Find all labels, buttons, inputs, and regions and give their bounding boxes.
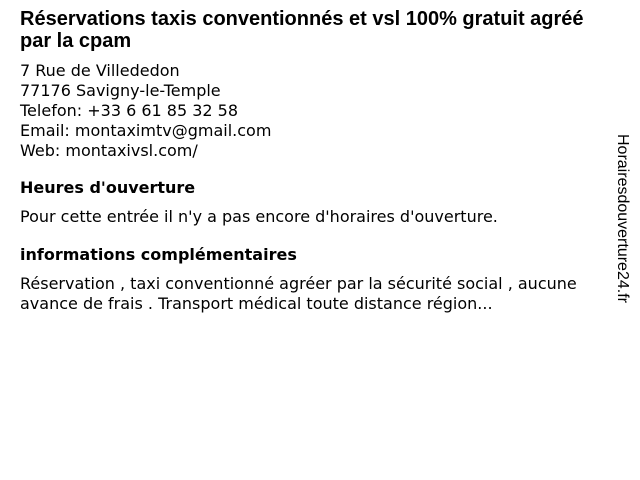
street-address: 7 Rue de Villededon [20,61,180,80]
email-line: Email: montaximtv@gmail.com [20,121,272,140]
web-line: Web: montaxivsl.com/ [20,141,198,160]
additional-info-heading: informations complémentaires [20,245,297,264]
opening-hours-text: Pour cette entrée il n'y a pas encore d'horaires d'ouverture. [20,207,498,226]
city-line: 77176 Savigny-le-Temple [20,81,221,100]
phone-line: Telefon: +33 6 61 85 32 58 [20,101,239,120]
listing-title: Réservations taxis conventionnés et vsl 100% gratuit agréé par la cpam [20,8,584,52]
address-block [20,61,620,161]
listing-card [20,8,620,314]
site-watermark: Horairesdouverture24.fr [614,134,631,303]
additional-info-text: Réservation , taxi conventionné agréer par la sécurité social , aucune avance de frais . Transport médical toute distance région... [20,274,577,313]
opening-hours-heading: Heures d'ouverture [20,178,196,197]
